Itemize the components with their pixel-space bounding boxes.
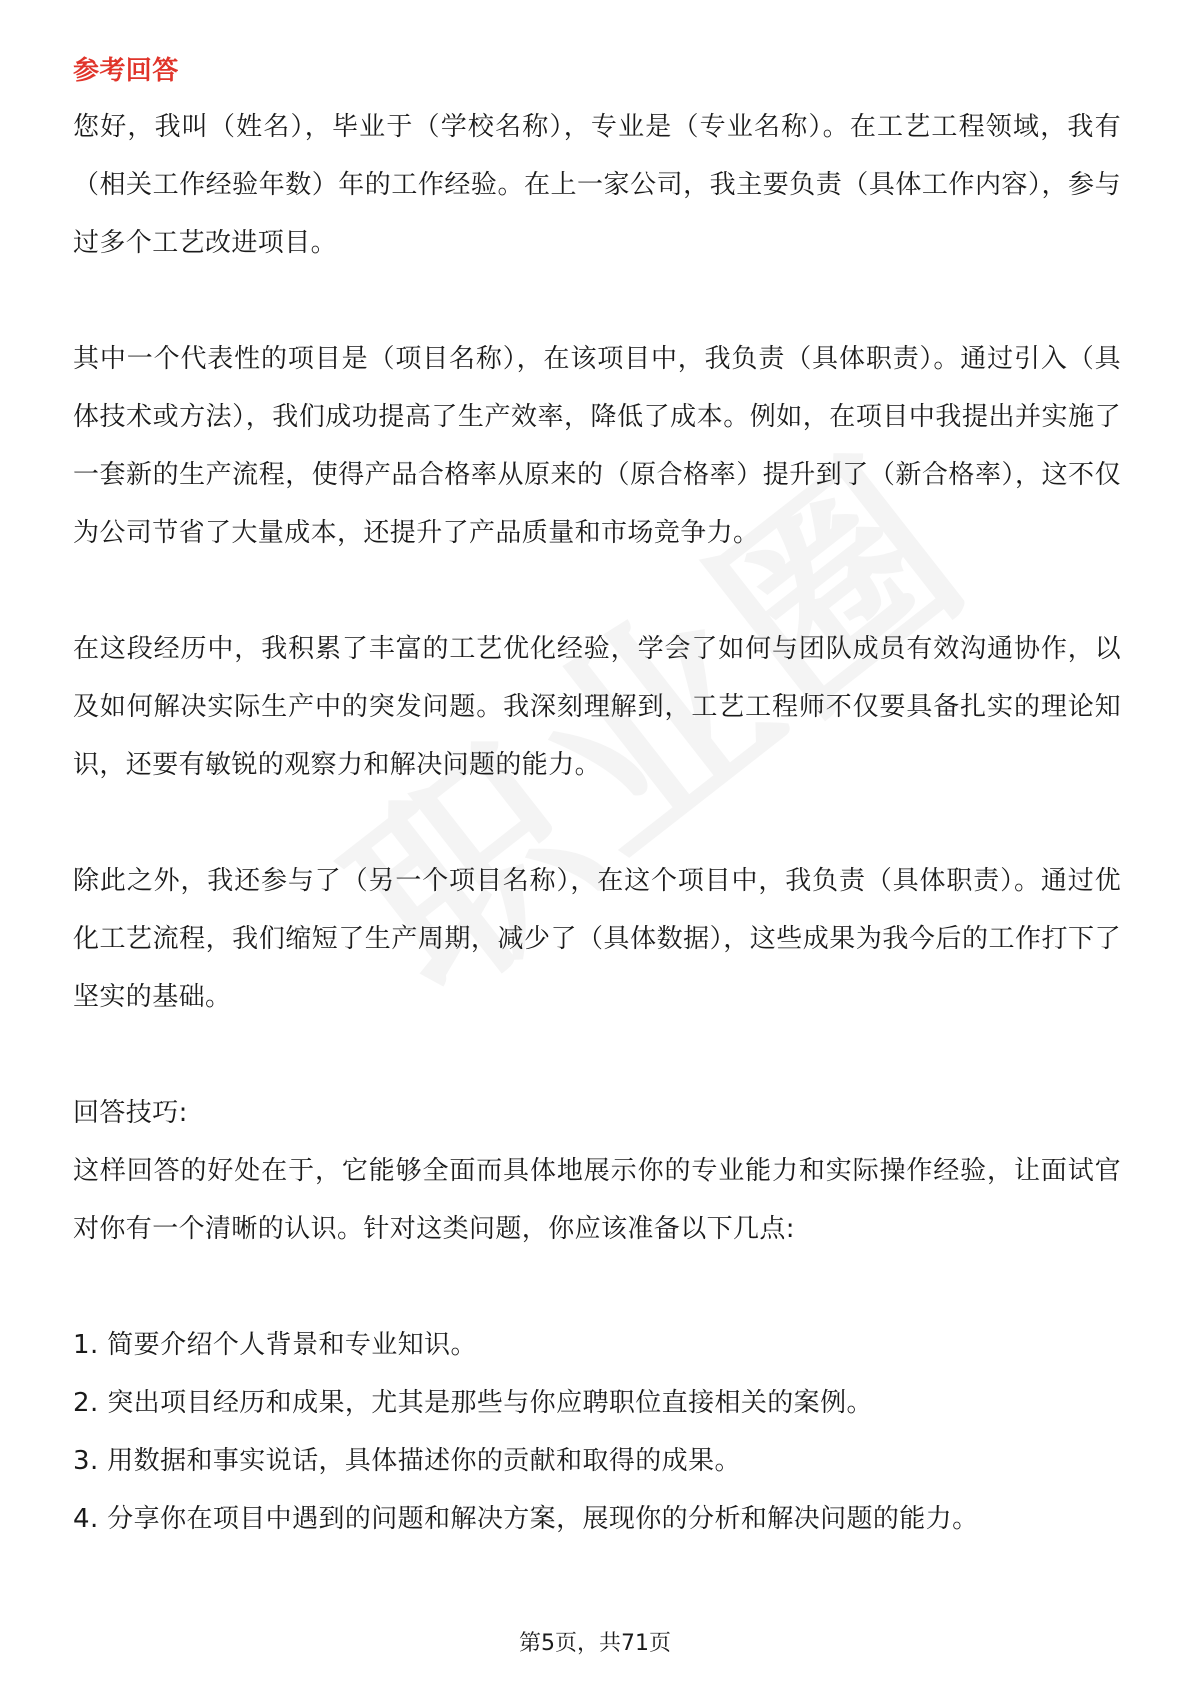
paragraph: 其中一个代表性的项目是（项目名称），在该项目中，我负责（具体职责）。通过引入（具体技术或方法），我们成功提高了生产效率，降低了成本。例如，在项目中我提出并实施了一套新的生产流程，使得产品合格率从原来的（原合格率）提升到了（新合格率），这不仅为公司节省了大量成本，还提升了产品质量和市场竞争力。 (73, 344, 1121, 548)
tips-list (73, 1316, 1121, 1548)
tips-title: 回答技巧: (73, 1098, 188, 1128)
list-item: 4. 分享你在项目中遇到的问题和解决方案，展现你的分析和解决问题的能力。 (73, 1504, 979, 1534)
paragraph: 在这段经历中，我积累了丰富的工艺优化经验，学会了如何与团队成员有效沟通协作，以及如何解决实际生产中的突发问题。我深刻理解到，工艺工程师不仅要具备扎实的理论知识，还要有敏锐的观察力和解决问题的能力。 (73, 634, 1121, 780)
paragraph: 您好，我叫（姓名），毕业于（学校名称），专业是（专业名称）。在工艺工程领域，我有（相关工作经验年数）年的工作经验。在上一家公司，我主要负责（具体工作内容），参与过多个工艺改进项目。 (73, 112, 1121, 258)
main-content (73, 48, 1121, 1548)
list-item: 2. 突出项目经历和成果，尤其是那些与你应聘职位直接相关的案例。 (73, 1388, 873, 1418)
paragraph: 除此之外，我还参与了（另一个项目名称），在这个项目中，我负责（具体职责）。通过优化工艺流程，我们缩短了生产周期，减少了（具体数据），这些成果为我今后的工作打下了坚实的基础。 (73, 866, 1121, 1012)
section-heading: 参考回答 (73, 56, 179, 86)
list-item: 3. 用数据和事实说话，具体描述你的贡献和取得的成果。 (73, 1446, 741, 1476)
list-item: 1. 简要介绍个人背景和专业知识。 (73, 1330, 477, 1360)
tips-intro: 这样回答的好处在于，它能够全面而具体地展示你的专业能力和实际操作经验，让面试官对你有一个清晰的认识。针对这类问题，你应该准备以下几点: (73, 1156, 1121, 1244)
page-number: 第5页，共71页 (519, 1631, 671, 1656)
